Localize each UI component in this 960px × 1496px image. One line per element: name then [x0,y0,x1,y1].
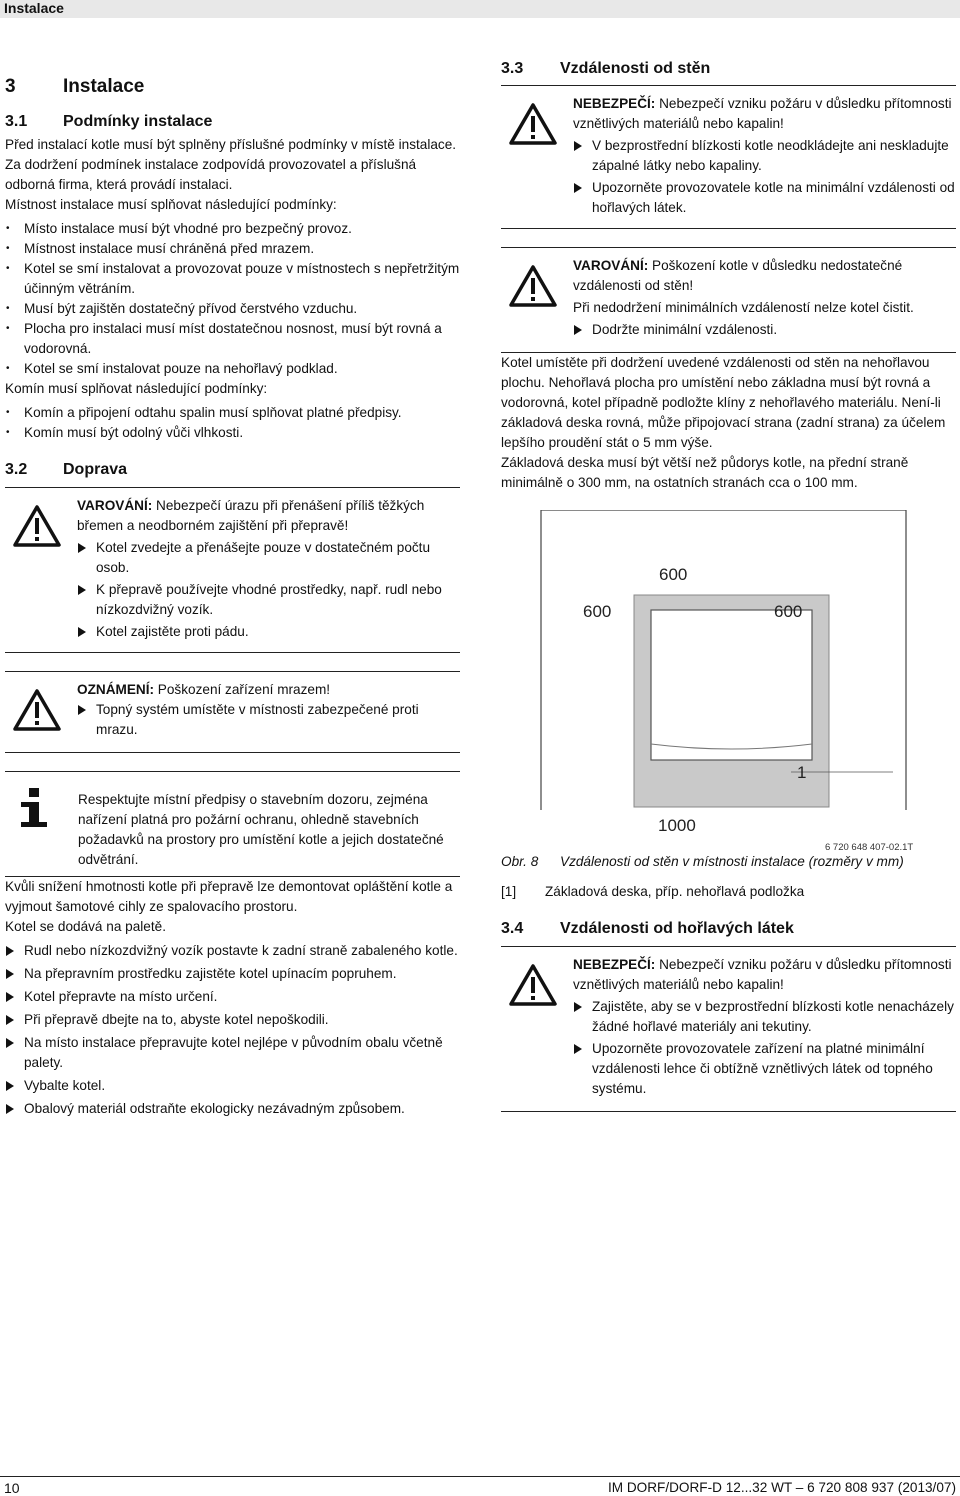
warning-triangle-icon [13,504,61,548]
list-item: • Místo instalace musí být vhodné pro bezpečný provoz. [5,219,460,239]
step-item: Kotel zajistěte proti pádu. [77,622,460,642]
section-title: Vzdálenosti od hořlavých látek [560,920,794,937]
info-text: Respektujte místní předpisy o stavebním dozoru, zejména nařízení platná pro požární ochranu, ohledně stavebních požadavků na prostory pro umístění kotle a jejich dostatečné odvětrání. [78,792,444,867]
caption-number: Obr. 8 [501,854,539,869]
chapter-heading [5,74,460,100]
paragraph: Kvůli snížení hmotnosti kotle při přepravě lze demontovat opláštění kotle a vyjmout šamotové cihly ze spalovacího prostoru. [5,879,453,914]
signal-word: VAROVÁNÍ: [77,498,153,513]
legend-number: [1] [501,884,517,899]
paragraph: Základová deska musí být větší než půdorys kotle, na přední straně minimálně o 300 mm, na ostatních stranách cca o 100 mm. [501,455,909,490]
step-item: V bezprostřední blízkosti kotle neodkládejte ani neskladujte zápalné látky nebo kapaliny. [573,136,956,176]
section-heading-3-2 [5,459,460,481]
section-heading-3-4 [501,918,956,940]
info-icon [15,786,55,830]
document-id: IM DORF/DORF-D 12...32 WT – 6 720 808 937 (2013/07) [607,1480,956,1495]
left-column [5,74,460,1119]
section-title: Podmínky instalace [63,113,213,130]
section-number: 3.3 [501,60,524,77]
notice-text: Poškození zařízení mrazem! [154,682,331,697]
dim-right: 600 [774,602,803,621]
notice-text: Nebezpečí vzniku požáru v důsledku přítomnosti vznětlivých materiálů nebo kapalin! [573,957,952,992]
page-number: 10 [4,1480,20,1496]
notice-text: Nebezpečí vzniku požáru v důsledku přítomnosti vznětlivých materiálů nebo kapalin! [573,96,952,131]
section-number: 3.2 [5,461,28,478]
danger-notice [501,946,956,1112]
boiler-outline [651,610,812,760]
section-number: 3.4 [501,920,524,937]
callout-number: 1 [797,763,807,782]
running-header [0,0,960,18]
clearance-drawing [501,510,956,852]
page-footer [0,1476,960,1496]
step-item: Upozorněte provozovatele zařízení na platné minimální vzdálenosti lehce či obtížně vznětlivých látek od topného systému. [573,1039,956,1099]
signal-word: OZNÁMENÍ: [77,682,155,697]
warning-notice [501,247,956,353]
list-item: • Místnost instalace musí chráněná před mrazem. [5,239,460,259]
dim-left: 600 [583,602,612,621]
list-item: • Plocha pro instalaci musí míst dostatečnou nosnost, musí být rovná a vodorovná. [5,319,460,359]
section-title: Vzdálenosti od stěn [560,60,711,77]
signal-word: NEBEZPEČÍ: [573,96,656,111]
intro-paragraph: Před instalací kotle musí být splněny příslušné podmínky v místě instalace. Za dodržení podmínek instalace zodpovídá provozovatel a příslušná odborná firma, která provádí instalaci. [5,137,457,192]
notice-steps [573,997,956,1099]
right-column [501,58,956,1112]
step-item: Zajistěte, aby se v bezprostřední blízkosti kotle nenacházely žádné hořlavé materiály ani tekutiny. [573,997,956,1037]
info-notice [5,771,460,877]
frost-notice [5,671,460,753]
step-item: Upozorněte provozovatele kotle na minimální vzdálenosti od hořlavých látek. [573,178,956,218]
warning-notice [5,487,460,653]
step-item: Na místo instalace přepravujte kotel nejlépe v původním obalu včetně palety. [5,1033,460,1073]
notice-steps [77,538,460,642]
step-item: Kotel zvedejte a přenášejte pouze v dostatečném počtu osob. [77,538,460,578]
list-item: • Musí být zajištěn dostatečný přívod čerstvého vzduchu. [5,299,460,319]
signal-word: NEBEZPEČÍ: [573,957,656,972]
dim-front: 1000 [658,816,696,835]
running-header-title: Instalace [4,0,64,16]
notice-body [573,94,956,218]
room-conditions-lead: Místnost instalace musí splňovat následující podmínky: [5,197,337,212]
notice-text: Poškození kotle v důsledku nedostatečné vzdálenosti od stěn! [573,258,903,293]
notice-body [78,790,460,870]
notice-steps [77,700,460,740]
notice-body [573,955,956,1099]
step-item: Topný systém umístěte v místnosti zabezpečené proti mrazu. [77,700,460,740]
paragraph: Kotel umístěte při dodržení uvedené vzdálenosti od stěn na nehořlavou plochu. Nehořlavá plocha pro umístění nebo základna musí být rovná a vodorovná, kotel případně podložte klíny z nehořlavého materiálu. Není-li základová deska rovná, může připojovací strana (zadní strana) za účelem lepšího proudění stát o 5 mm výše. [501,355,946,450]
chimney-conditions-list [5,403,460,443]
notice-text-2: Při nedodržení minimálních vzdáleností nelze kotel čistit. [573,300,914,315]
warning-triangle-icon [509,963,557,1007]
step-item: Kotel přepravte na místo určení. [5,987,460,1007]
step-item: Rudl nebo nízkozdvižný vozík postavte k zadní straně zabaleného kotle. [5,941,460,961]
notice-steps [573,320,956,340]
list-item: • Komín a připojení odtahu spalin musí splňovat platné předpisy. [5,403,460,423]
warning-triangle-icon [509,264,557,308]
clearance-diagram [501,510,956,852]
paragraph: Kotel se dodává na paletě. [5,919,166,934]
step-item: Obalový materiál odstraňte ekologicky nezávadným způsobem. [5,1099,460,1119]
figure-code: 6 720 648 407-02.1T [825,842,914,852]
caption-text: Vzdálenosti od stěn v místnosti instalace (rozměry v mm) [560,854,904,869]
step-item: Při přepravě dbejte na to, abyste kotel nepoškodili. [5,1010,460,1030]
step-item: Na přepravním prostředku zajistěte kotel upínacím popruhem. [5,964,460,984]
notice-steps [573,136,956,218]
chapter-number: 3 [5,76,16,97]
section-heading-3-3 [501,58,956,80]
section-heading-3-1 [5,111,460,133]
section-title: Doprava [63,461,128,478]
step-item: Vybalte kotel. [5,1076,460,1096]
notice-body [77,680,460,740]
warning-triangle-icon [509,102,557,146]
danger-notice [501,85,956,229]
step-item: Dodržte minimální vzdálenosti. [573,320,956,340]
room-conditions-list [5,219,460,379]
list-item: • Kotel se smí instalovat a provozovat pouze v místnostech s nepřetržitým účinným větráním. [5,259,460,299]
figure-legend [501,882,956,902]
notice-body [573,256,956,340]
notice-body [77,496,460,642]
notice-text: Nebezpečí úrazu při přenášení příliš těžkých břemen a neodborném zajištění při přepravě! [77,498,425,533]
list-item: • Kotel se smí instalovat pouze na nehořlavý podklad. [5,359,460,379]
legend-text: Základová deska, příp. nehořlavá podložka [545,884,805,899]
warning-triangle-icon [13,688,61,732]
dim-top: 600 [659,565,688,584]
step-item: K přepravě používejte vhodné prostředky, např. rudl nebo nízkozdvižný vozík. [77,580,460,620]
signal-word: VAROVÁNÍ: [573,258,649,273]
chimney-conditions-lead: Komín musí splňovat následující podmínky: [5,381,268,396]
section-number: 3.1 [5,113,28,130]
list-item: • Komín musí být odolný vůči vlhkosti. [5,423,460,443]
transport-steps [5,941,460,1119]
figure-caption [501,852,956,872]
chapter-title: Instalace [63,76,145,97]
